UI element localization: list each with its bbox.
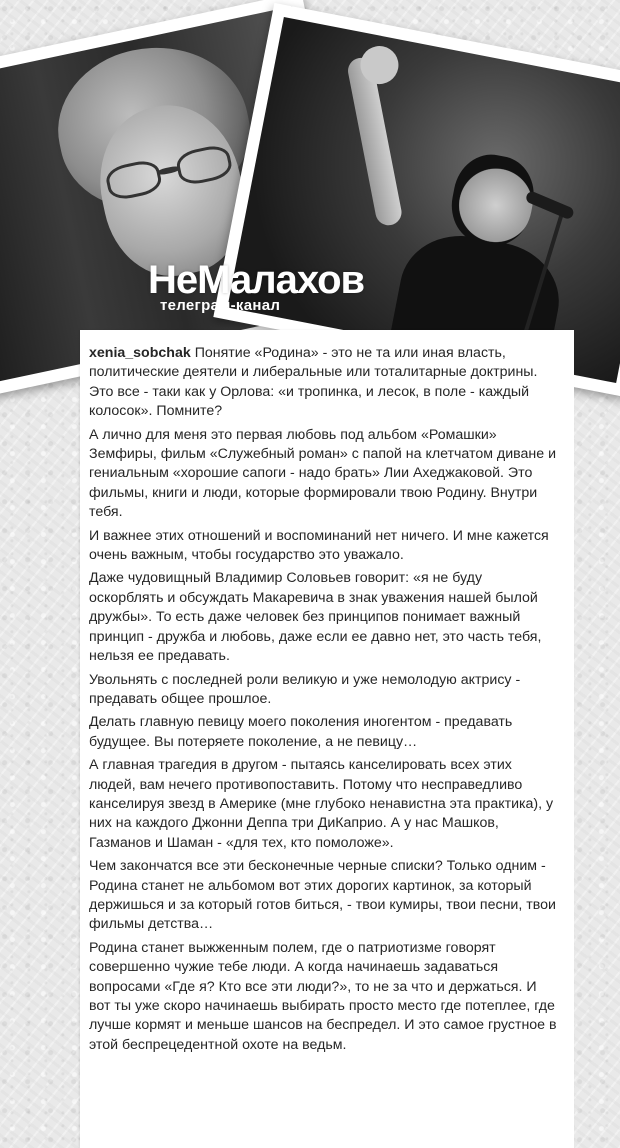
post-paragraph xyxy=(89,344,560,422)
post-username[interactable]: xenia_sobchak xyxy=(89,345,191,361)
post-body xyxy=(89,344,560,1055)
post-paragraph: А лично для меня это первая любовь под альбом «Ромашки» Земфиры, фильм «Служебный роман» с папой на клетчатом диване и гениальным «хорошие сапоги - надо брать» Лии Ахеджаковой. Это фильмы, книги и люди, которые формировали твою Родину. Внутри тебя. xyxy=(89,426,556,521)
post-paragraph: Увольнять с последней роли великую и уже немолодую актрису - предавать общее прошлое. xyxy=(89,671,521,707)
post-paragraph: Родина станет выжженным полем, где о патриотизме говорят совершенно чужие тебе люди. А когда начинаешь задаваться вопросами «Где я? Кто все эти люди?», то не за что и держаться. И вот ты уже скоро начинаешь выбирать просто место где потеплее, где лучше кормят и меньше шансов на беспредел. И это самое грустное в этой беспрецедентной охоте на ведьм. xyxy=(89,939,557,1053)
post-paragraph: Делать главную певицу моего поколения иногентом - предавать будущее. Вы потеряете поколение, а не певицу… xyxy=(89,714,513,750)
post-paragraph: Даже чудовищный Владимир Соловьев говорит: «я не буду оскорблять и обсуждать Макаревича в знак уважения нашей былой дружбы». То есть даже человек без принципов понимает важный принцип - дружба и любовь, даже если ее давно нет, это часть тебя, нельзя ее предавать. xyxy=(89,570,542,665)
watermark-brand: НеМалахов xyxy=(148,258,365,302)
post-text-card xyxy=(80,330,574,1148)
post-paragraph: И важнее этих отношений и воспоминаний нет ничего. И мне кажется очень важным, чтобы государство это уважало. xyxy=(89,527,549,564)
post-paragraph: Чем закончатся все эти бесконечные черные списки? Только одним - Родина станет не альбомом вот этих дорогих картинок, за который держишься и за который готов биться, - твои кумиры, твои песни, твои фильмы детства… xyxy=(89,858,556,933)
paragraph-text: Понятие «Родина» - это не та или иная власть, политические деятели и либеральные или тоталитарные доктрины. Это все - таки как у Орлова: «и тропинка, и лесок, в поле - каждый колосок». Помните? xyxy=(89,345,538,420)
photo-singer xyxy=(227,17,620,383)
post-paragraph: А главная трагедия в другом - пытаясь канселировать всех этих людей, вам нечего противопоставить. Потому что несправедливо канселируя звезд в Америке (мне глубоко ненавистна эта практика), у них на каждого Джонни Деппа три ДиКаприо. А у нас Машков, Газманов и Шаман - «для тех, кто помоложе». xyxy=(89,757,554,851)
watermark-subtitle: телеграм-канал xyxy=(160,297,281,314)
